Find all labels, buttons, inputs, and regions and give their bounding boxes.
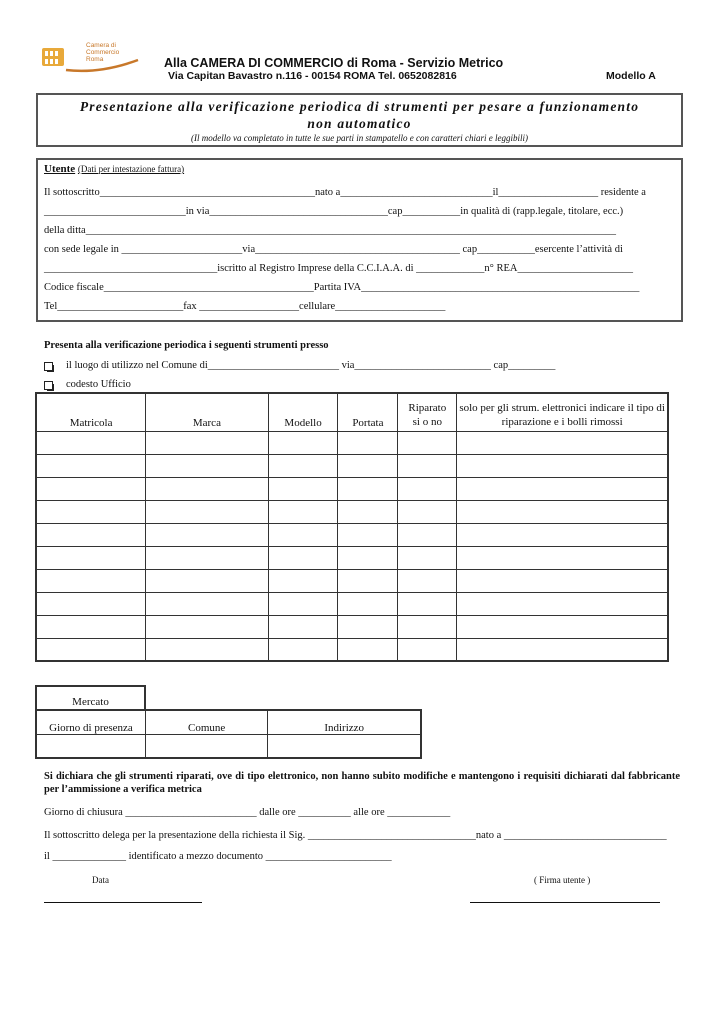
table-row[interactable] bbox=[36, 523, 668, 546]
mercato-table bbox=[35, 709, 422, 759]
table-row[interactable] bbox=[36, 615, 668, 638]
col-indirizzo: Indirizzo bbox=[268, 710, 421, 734]
utente-line-sede[interactable]: con sede legale in _______________________via_______________________________________ cap___________esercente l’attività di bbox=[44, 244, 623, 255]
mercato-header-row bbox=[36, 710, 421, 734]
option-ufficio[interactable]: codesto Ufficio bbox=[66, 379, 131, 390]
utente-box bbox=[36, 158, 683, 322]
table-row[interactable] bbox=[36, 477, 668, 500]
table-row[interactable] bbox=[36, 734, 421, 758]
presenta-heading: Presenta alla verificazione periodica i seguenti strumenti presso bbox=[44, 340, 329, 351]
header-title: Alla CAMERA DI COMMERCIO di Roma - Servizio Metrico bbox=[164, 56, 504, 70]
data-label: Data bbox=[92, 875, 109, 885]
form-title-line2: non automatico bbox=[307, 116, 412, 131]
table-row[interactable] bbox=[36, 546, 668, 569]
declaration-text: Si dichiara che gli strumenti riparati, ove di tipo elettronico, non hanno subito modifiche e mantengono i requisiti dichiarati dal fabbricante per l’ammissione a verifica metrica bbox=[44, 771, 680, 795]
col-matricola: Matricola bbox=[36, 393, 146, 431]
table-row[interactable] bbox=[36, 454, 668, 477]
checkbox-luogo[interactable] bbox=[44, 362, 53, 371]
instruments-table bbox=[35, 392, 669, 662]
line-documento[interactable]: il ______________ identificato a mezzo documento ________________________ bbox=[44, 851, 392, 862]
title-box bbox=[36, 93, 683, 147]
utente-line-sottoscritto[interactable]: Il sottoscritto_________________________________________nato a_____________________________il___________________ residente a bbox=[44, 187, 646, 198]
option-luogo[interactable]: il luogo di utilizzo nel Comune di_________________________ via__________________________ cap_________ bbox=[66, 360, 556, 371]
table-row[interactable] bbox=[36, 638, 668, 661]
mercato-label-cell bbox=[35, 685, 146, 709]
col-portata: Portata bbox=[338, 393, 398, 431]
utente-line-tel[interactable]: Tel________________________fax ___________________cellulare_____________________ bbox=[44, 301, 446, 312]
utente-line-registro[interactable]: _________________________________iscritto al Registro Imprese della C.C.I.A.A. di _____________n° REA______________________ bbox=[44, 263, 633, 274]
firma-signature-line[interactable] bbox=[470, 902, 660, 903]
utente-line-via[interactable]: ___________________________in via__________________________________cap___________in qualità di (rapp.legale, titolare, ecc.) bbox=[44, 206, 624, 217]
utente-line-codice-fiscale[interactable]: Codice fiscale________________________________________Partita IVA_____________________________________________________ bbox=[44, 282, 640, 293]
logo bbox=[40, 40, 150, 74]
table-header-row bbox=[36, 393, 668, 431]
line-chiusura[interactable]: Giorno di chiusura _________________________ dalle ore __________ alle ore ____________ bbox=[44, 807, 451, 818]
col-modello: Modello bbox=[268, 393, 338, 431]
form-note: (Il modello va completato in tutte le sue parti in stampatello e con caratteri chiari e leggibili) bbox=[191, 133, 528, 143]
table-row[interactable] bbox=[36, 569, 668, 592]
table-row[interactable] bbox=[36, 500, 668, 523]
utente-heading: Utente (Dati per intestazione fattura) bbox=[44, 163, 185, 175]
mercato-label: Mercato bbox=[72, 696, 109, 708]
table-row[interactable] bbox=[36, 431, 668, 454]
table-row[interactable] bbox=[36, 592, 668, 615]
checkbox-ufficio[interactable] bbox=[44, 381, 53, 390]
logo-text: Camera di Commercio Roma bbox=[86, 42, 120, 63]
line-delega[interactable]: Il sottoscritto delega per la presentazione della richiesta il Sig. ________________________________nato a _______________________________ bbox=[44, 830, 667, 841]
col-riparazione: solo per gli strum. elettronici indicare il tipo di riparazione e i bolli rimossi bbox=[457, 393, 668, 431]
col-riparato: Riparato si o no bbox=[398, 393, 457, 431]
form-title-line1: Presentazione alla verificazione periodica di strumenti per pesare a funzionamento bbox=[79, 99, 640, 114]
col-marca: Marca bbox=[146, 393, 269, 431]
col-comune: Comune bbox=[145, 710, 267, 734]
utente-line-ditta[interactable]: della ditta_____________________________________________________________________________________________________ bbox=[44, 225, 616, 236]
modello-label: Modello A bbox=[606, 70, 656, 82]
col-giorno-presenza: Giorno di presenza bbox=[36, 710, 145, 734]
header-address: Via Capitan Bavastro n.116 - 00154 ROMA Tel. 0652082816 bbox=[168, 70, 457, 82]
firma-label: ( Firma utente ) bbox=[534, 875, 591, 885]
data-signature-line[interactable] bbox=[44, 902, 202, 903]
